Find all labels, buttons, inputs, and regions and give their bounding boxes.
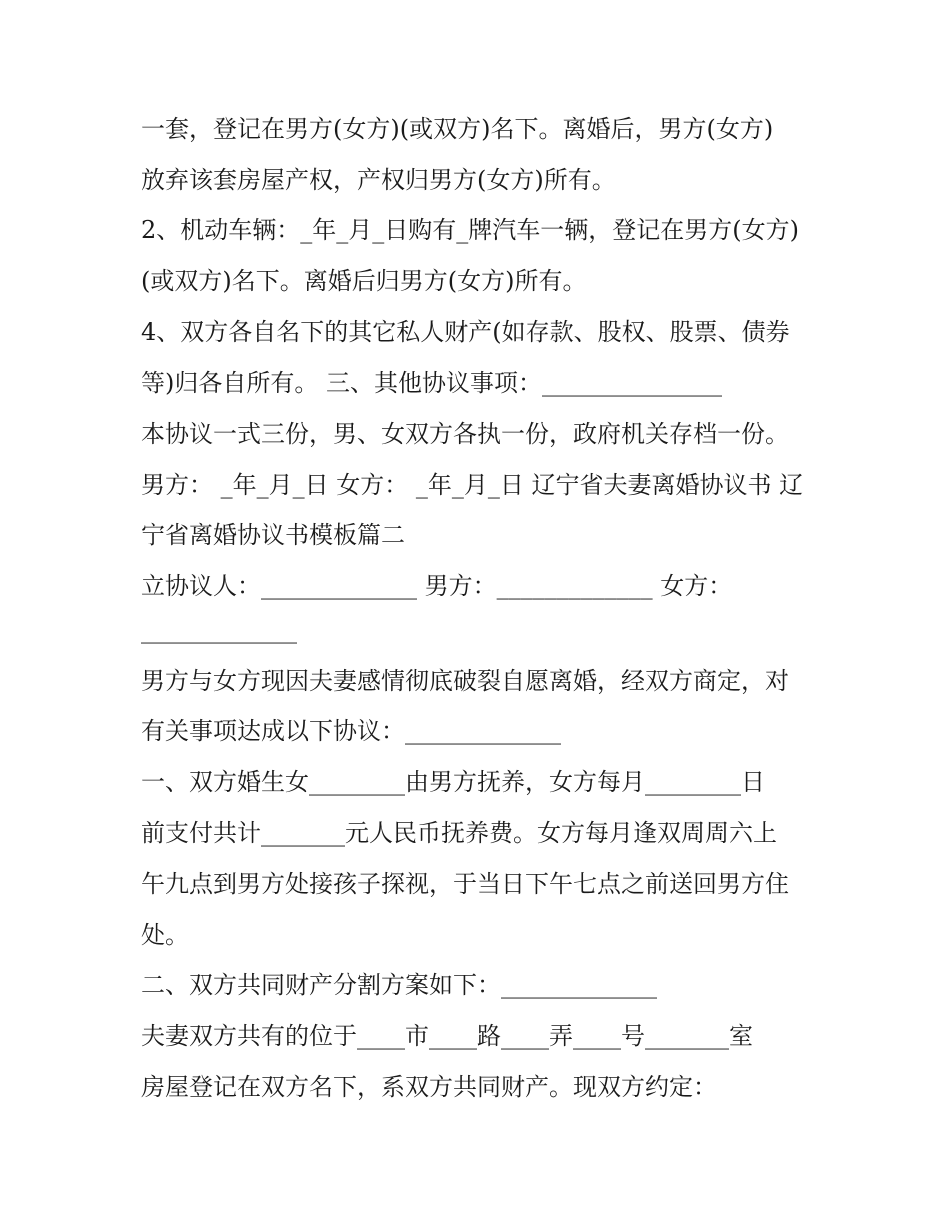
text-line: 男方与女方现因夫妻感情彻底破裂自愿离婚，经双方商定，对 xyxy=(141,667,789,695)
text-line: 立协议人：_____________ 男方：_____________ 女方： xyxy=(141,572,733,600)
text-line: 房屋登记在双方名下，系双方共同财产。现双方约定： xyxy=(141,1073,717,1101)
text-line: 一套，登记在男方(女方)(或双方)名下。离婚后，男方(女方) xyxy=(141,115,774,143)
text-line: 4、双方各自名下的其它私人财产(如存款、股权、股票、债券 xyxy=(141,318,790,346)
text-line: _____________ xyxy=(141,616,297,644)
text-line: 等)归各自所有。 三、其他协议事项：_______________ xyxy=(141,369,722,397)
text-line: 一、双方婚生女________由男方抚养，女方每月________日 xyxy=(141,768,765,796)
text-line: 夫妻双方共有的位于____市____路____弄____号_______室 xyxy=(141,1022,753,1050)
text-line: 放弃该套房屋产权，产权归男方(女方)所有。 xyxy=(141,166,616,194)
text-line: 处。 xyxy=(141,921,189,949)
text-line: 前支付共计_______元人民币抚养费。女方每月逢双周周六上 xyxy=(141,819,777,847)
text-line: 午九点到男方处接孩子探视，于当日下午七点之前送回男方住 xyxy=(141,870,789,898)
text-line: (或双方)名下。离婚后归男方(女方)所有。 xyxy=(141,267,587,295)
text-line: 宁省离婚协议书模板篇二 xyxy=(141,521,405,549)
text-line: 本协议一式三份，男、女双方各执一份，政府机关存档一份。 xyxy=(141,420,789,448)
text-line: 2、机动车辆：_年_月_日购有_牌汽车一辆，登记在男方(女方) xyxy=(141,216,799,244)
text-line: 有关事项达成以下协议：_____________ xyxy=(141,717,561,745)
text-line: 男方： _年_月_日 女方： _年_月_日 辽宁省夫妻离婚协议书 辽 xyxy=(141,471,804,499)
text-line: 二、双方共同财产分割方案如下：_____________ xyxy=(141,971,657,999)
